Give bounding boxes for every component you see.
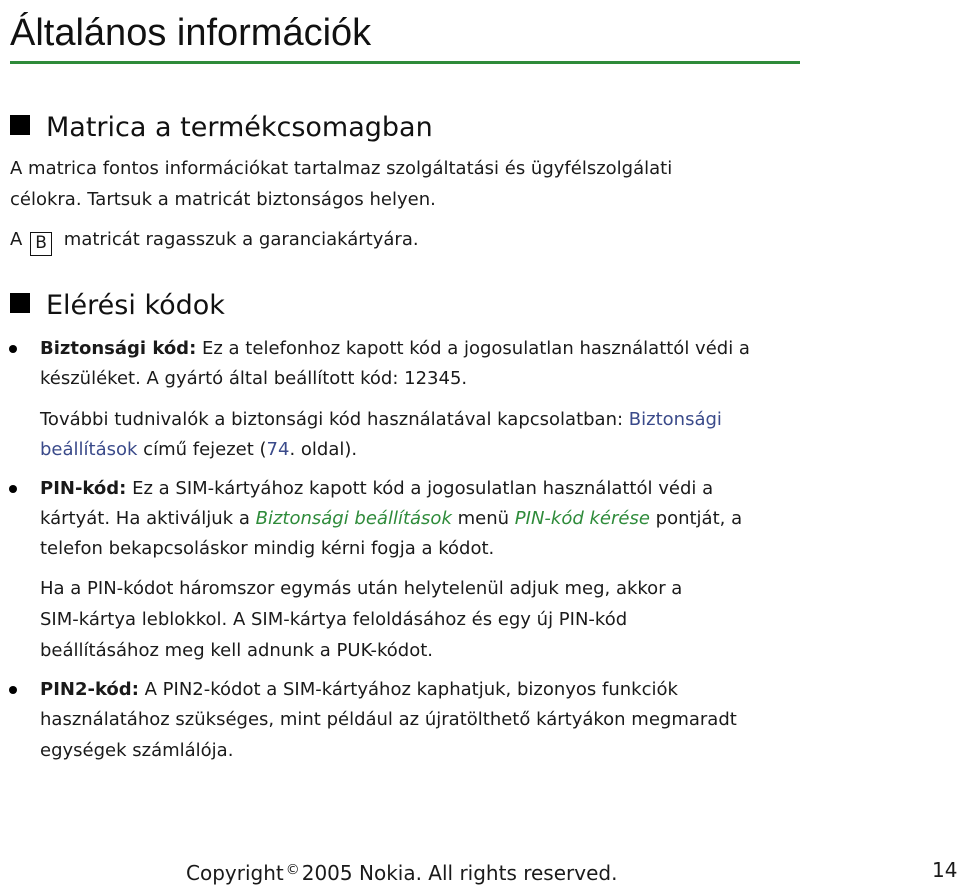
security-more-line-1 (40, 405, 840, 435)
square-bullet-icon (10, 293, 30, 313)
pin-line2-pre: kártyát. Ha aktiváljuk a (40, 508, 250, 529)
bullet-icon (9, 345, 17, 353)
security-code-line-1 (40, 334, 840, 364)
sticker-text-line-2: célokra. Tartsuk a matricát biztonságos helyen. (10, 189, 436, 210)
pin2-code-line-3: egységek számlálója. (40, 740, 234, 761)
pin-request-option: PIN-kód kérése (514, 508, 650, 529)
security-settings-link-cont[interactable]: beállítások (40, 439, 138, 460)
security-code-line-2: készüléket. A gyártó által beállított kód: 12345. (40, 368, 468, 389)
copyright-footer (186, 855, 617, 888)
copyright-post: 2005 Nokia. All rights reserved. (301, 861, 618, 885)
pin2-code-label: PIN2-kód: (40, 679, 139, 700)
security-settings-menu: Biztonsági beállítások (255, 508, 452, 529)
page-ref-link[interactable]: 74 (266, 439, 290, 460)
pin2-code-text: A PIN2-kódot a SIM-kártyához kaphatjuk, bizonyos funkciók (144, 679, 678, 700)
title-underline (10, 61, 800, 64)
section-heading-codes (10, 289, 225, 323)
bullet-icon (9, 686, 17, 694)
security-settings-link[interactable]: Biztonsági (628, 409, 722, 430)
security-more-line-2 (40, 435, 840, 465)
pin2-code-line-1 (40, 675, 840, 705)
section-heading-sticker (10, 111, 433, 145)
pin-code-text: Ez a SIM-kártyához kapott kód a jogosulatlan használattól védi a (132, 478, 714, 499)
pin-code-line-1 (40, 474, 840, 504)
pin-code-line-2 (40, 504, 840, 534)
pin-para2-line-2: SIM-kártya leblokkol. A SIM-kártya feloldásához és egy új PIN-kód (40, 609, 628, 630)
page-ref-end: . oldal). (289, 439, 358, 460)
bullet-icon (9, 485, 17, 493)
pin-code-line-3: telefon bekapcsoláskor mindig kérni fogja a kódot. (40, 538, 495, 559)
copyright-icon: © (285, 862, 300, 878)
sticker-line3-pre: A (10, 229, 23, 250)
page-number: 14 (932, 858, 958, 882)
sticker-text-line-3 (10, 225, 810, 256)
security-code-text: Ez a telefonhoz kapott kód a jogosulatlan használattól védi a (202, 338, 750, 359)
sticker-b-icon: B (30, 232, 52, 256)
pin-line2-post: pontját, a (655, 508, 743, 529)
sticker-line3-post: matricát ragasszuk a garanciakártyára. (63, 229, 419, 250)
section-heading-text: Matrica a termékcsomagban (46, 112, 433, 143)
pin-para2-line-1: Ha a PIN-kódot háromszor egymás után helytelenül adjuk meg, akkor a (40, 578, 683, 599)
sticker-text-line-1: A matrica fontos információkat tartalmaz szolgáltatási és ügyfélszolgálati (10, 158, 673, 179)
pin2-code-line-2: használatához szükséges, mint például az újratölthető kártyákon megmaradt (40, 709, 737, 730)
pin-code-label: PIN-kód: (40, 478, 127, 499)
page-title: Általános információk (10, 12, 372, 54)
chapter-text: című fejezet ( (143, 439, 267, 460)
pin-para2-line-3: beállításához meg kell adnunk a PUK-kódot. (40, 640, 433, 661)
section-heading-text: Elérési kódok (46, 290, 225, 321)
security-code-label: Biztonsági kód: (40, 338, 197, 359)
security-more-text: További tudnivalók a biztonsági kód használatával kapcsolatban: (40, 409, 624, 430)
pin-line2-mid: menü (457, 508, 510, 529)
copyright-pre: Copyright (186, 861, 284, 885)
square-bullet-icon (10, 115, 30, 135)
